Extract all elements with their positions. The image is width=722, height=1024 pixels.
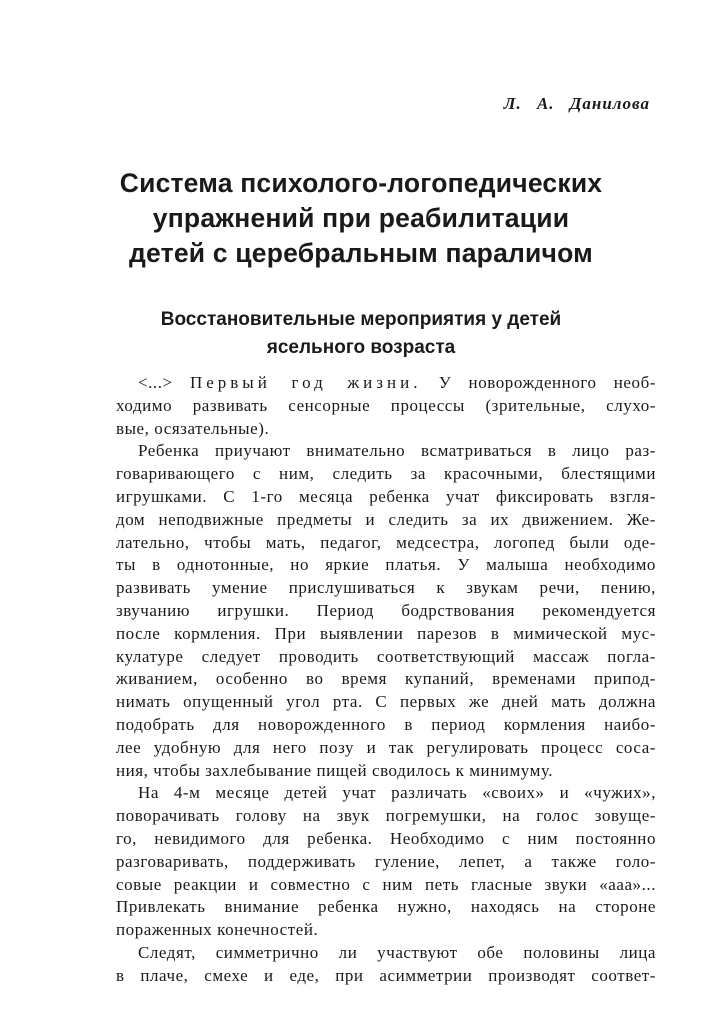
paragraph-line: развивать умение прислушиваться к звукам речи, пению,: [116, 578, 656, 598]
paragraph-line: дом неподвижные предметы и следить за их движением. Же-: [116, 509, 656, 529]
paragraph-line: совые реакции и совместно с ним петь гласные звуки «ааа»...: [116, 874, 656, 894]
paragraph-line: нимать опущенный угол рта. С первых же дней мать должна: [116, 692, 656, 712]
body-text: [116, 372, 656, 988]
paragraph-line: ты в однотонные, но яркие платья. У малыша необходимо: [116, 555, 656, 575]
line-text: У новорожденного необ-: [438, 373, 656, 392]
author-name: Л. А. Данилова: [503, 94, 650, 113]
paragraph-line: Следят, симметрично ли участвуют обе половины лица: [138, 942, 656, 962]
section-heading: [60, 306, 662, 362]
title-line: упражнений при реабилитации: [152, 203, 570, 233]
paragraph-line: кулатуре следует проводить соответствующий массаж погла-: [116, 646, 656, 666]
paragraph-line: ходимо развивать сенсорные процессы (зрительные, слухо-: [116, 395, 656, 415]
paragraph-line: в плаче, смехе и еде, при асимметрии производят соответ-: [116, 965, 656, 985]
paragraph-line: вые, осязательные).: [116, 418, 270, 438]
paragraph-line: поворачивать голову на звук погремушки, на голос зовуще-: [116, 806, 656, 826]
paragraph-line: лее удобную для него позу и так регулировать процесс соса-: [116, 737, 656, 757]
paragraph-line: лательно, чтобы мать, педагог, медсестра, логопед были оде-: [116, 532, 656, 552]
title-line: детей с церебральным параличом: [129, 238, 593, 268]
section-heading-line: ясельного возраста: [266, 337, 456, 358]
paragraph-line: [116, 372, 656, 395]
paragraph-line: после кормления. При выявлении парезов в мимической мус-: [116, 623, 656, 643]
ellipsis-marker: <...>: [138, 373, 173, 392]
article-title: [60, 166, 662, 271]
spaced-emphasis: Первый год жизни.: [189, 373, 422, 392]
paragraph-line: говаривающего с ним, следить за красочными, блестящими: [116, 464, 656, 484]
paragraph-line: звучанию игрушки. Период бодрствования рекомендуется: [116, 600, 656, 620]
paragraph-line: игрушками. С 1-го месяца ребенка учат фиксировать взгля-: [116, 486, 656, 506]
paragraph-line: го, невидимого для ребенка. Необходимо с ним постоянно: [116, 828, 656, 848]
title-line: Система психолого-логопедических: [119, 168, 603, 198]
paragraph-line: Привлекать внимание ребенка нужно, находясь на стороне: [116, 897, 656, 917]
paragraph-line: живанием, особенно во время купаний, временами припод-: [116, 669, 656, 689]
paragraph-line: пораженных конечностей.: [116, 920, 319, 940]
section-heading-line: Восстановительные мероприятия у детей: [160, 309, 562, 330]
paragraph-line: разговаривать, поддерживать гуление, лепет, а также голо-: [116, 851, 656, 871]
paragraph-line: Ребенка приучают внимательно всматриваться в лицо раз-: [138, 441, 656, 461]
paragraph-line: подобрать для новорожденного в период кормления наибо-: [116, 714, 656, 734]
paragraph-line: ния, чтобы захлебывание пищей сводилось к минимуму.: [116, 760, 554, 780]
paragraph-line: На 4-м месяце детей учат различать «своих» и «чужих»,: [138, 783, 656, 803]
